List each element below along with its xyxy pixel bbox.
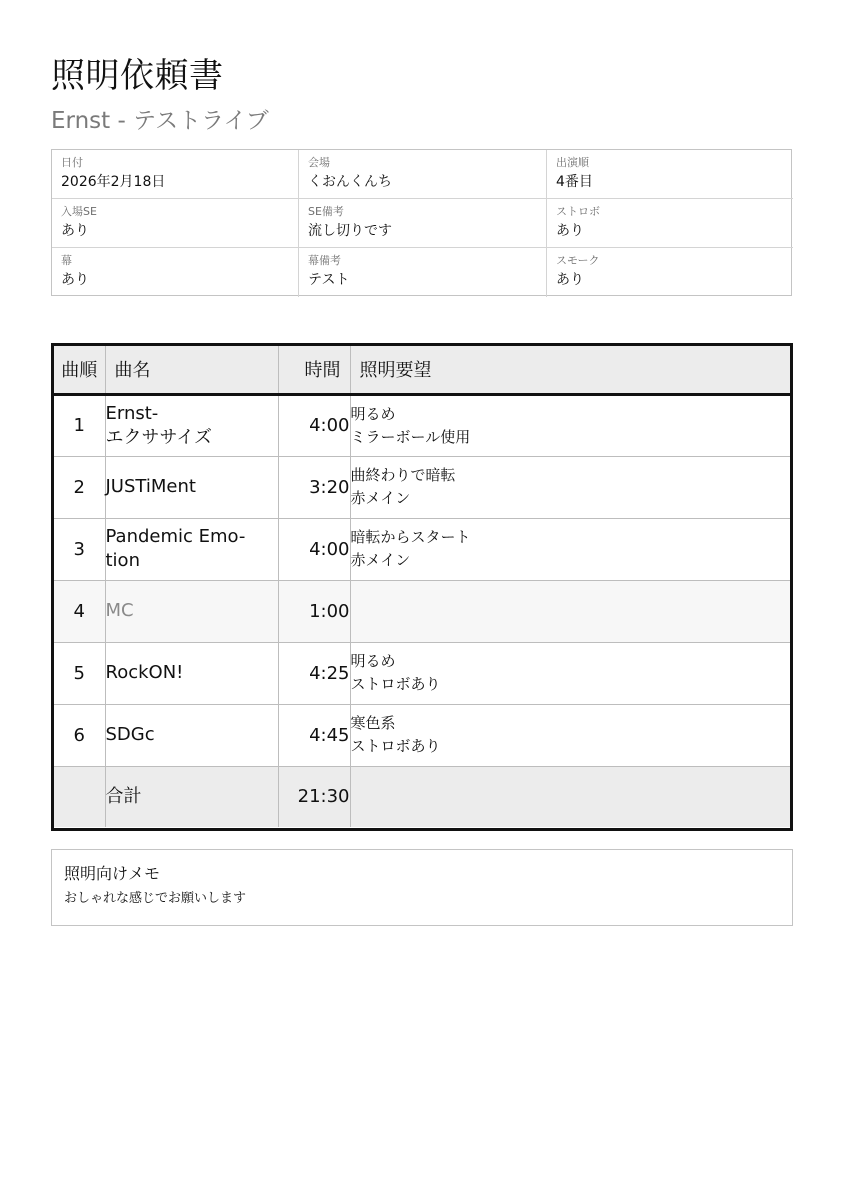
info-value: くおんくんち [308, 174, 392, 190]
song-title-text: JUSTiMent [105, 476, 196, 497]
lighting-request [350, 518, 790, 580]
info-cell-entrance-se [52, 199, 299, 248]
info-value: あり [556, 223, 584, 239]
info-cell-date [52, 150, 299, 199]
info-label: スモーク [556, 254, 600, 267]
info-label: 出演順 [556, 156, 589, 169]
lighting-request-line: ストロボあり [350, 675, 441, 693]
setlist-table [54, 346, 790, 827]
info-cell-curtain [52, 248, 299, 297]
info-cell-performance-order [547, 150, 793, 199]
info-value: あり [61, 223, 89, 239]
memo-body: おしゃれな感じでお願いします [64, 891, 247, 906]
info-cell-strobe [547, 199, 793, 248]
lighting-request-line: ストロボあり [350, 737, 441, 755]
info-cell-venue [299, 150, 547, 199]
setlist-row [54, 580, 790, 642]
song-time: 4:00 [278, 518, 350, 580]
memo-title: 照明向けメモ [64, 864, 161, 883]
info-cell-se-notes [299, 199, 547, 248]
song-title [105, 518, 278, 580]
info-label: 会場 [308, 156, 330, 169]
song-title [105, 704, 278, 766]
lighting-request-line: 明るめ [350, 404, 396, 423]
info-value: あり [61, 272, 89, 288]
lighting-request [350, 704, 790, 766]
song-title [105, 642, 278, 704]
info-value: 2026年2月18日 [61, 174, 166, 190]
header-time: 時間 [278, 346, 350, 394]
song-order: 2 [54, 456, 105, 518]
song-title-text: MC [105, 600, 134, 621]
setlist-header [54, 346, 790, 394]
info-label: ストロボ [556, 205, 600, 218]
lighting-request [350, 642, 790, 704]
song-order: 6 [54, 704, 105, 766]
song-title-text: Ernst- エクササイズ [105, 402, 213, 448]
song-title [105, 394, 278, 456]
setlist-row [54, 394, 790, 456]
total-request-cell [350, 766, 790, 827]
setlist-body [54, 394, 790, 827]
info-label: 日付 [61, 156, 83, 169]
song-title-text: SDGc [105, 724, 155, 745]
song-order: 4 [54, 580, 105, 642]
info-label: 入場SE [61, 205, 97, 218]
lighting-request-line: 暗転からスタート [350, 528, 471, 546]
header-title: 曲名 [105, 346, 278, 394]
lighting-request-line: 明るめ [350, 652, 396, 670]
song-title [105, 580, 278, 642]
lighting-request-line: 曲終わりで暗転 [350, 466, 456, 484]
info-cell-smoke [547, 248, 793, 297]
song-time: 1:00 [278, 580, 350, 642]
header-request: 照明要望 [350, 346, 790, 394]
info-value: あり [556, 272, 584, 288]
lighting-request-line: ミラーボール使用 [350, 427, 471, 446]
lighting-request [350, 394, 790, 456]
setlist-header-row [54, 346, 790, 394]
song-order: 1 [54, 394, 105, 456]
lighting-request [350, 456, 790, 518]
song-title [105, 456, 278, 518]
song-time: 3:20 [278, 456, 350, 518]
lighting-request [350, 580, 790, 642]
total-row [54, 766, 790, 827]
setlist-row [54, 642, 790, 704]
info-value: 4番目 [556, 174, 593, 190]
song-order: 3 [54, 518, 105, 580]
info-value: 流し切りです [308, 223, 392, 239]
setlist-row [54, 456, 790, 518]
song-time: 4:00 [278, 394, 350, 456]
song-time: 4:25 [278, 642, 350, 704]
lighting-request-line: 赤メイン [350, 489, 411, 507]
setlist-row [54, 704, 790, 766]
song-title-text: RockON! [105, 662, 184, 683]
document-subtitle: Ernst - テストライブ [51, 108, 269, 134]
info-label: 幕 [61, 254, 72, 267]
info-cell-curtain-notes [299, 248, 547, 297]
song-title-text: Pandemic Emo- tion [105, 526, 246, 571]
song-time: 4:45 [278, 704, 350, 766]
setlist-table-frame [51, 343, 793, 831]
document-title: 照明依頼書 [51, 56, 224, 96]
info-value: テスト [308, 272, 350, 288]
info-label: 幕備考 [308, 254, 341, 267]
song-order: 5 [54, 642, 105, 704]
total-order-cell [54, 766, 105, 827]
event-info-grid [51, 149, 792, 296]
setlist-row [54, 518, 790, 580]
lighting-memo [51, 849, 793, 926]
info-label: SE備考 [308, 205, 344, 218]
total-label: 合計 [105, 766, 278, 827]
lighting-request-line: 赤メイン [350, 551, 411, 569]
lighting-request-line: 寒色系 [350, 714, 396, 732]
total-time: 21:30 [278, 766, 350, 827]
header-order: 曲順 [54, 346, 105, 394]
